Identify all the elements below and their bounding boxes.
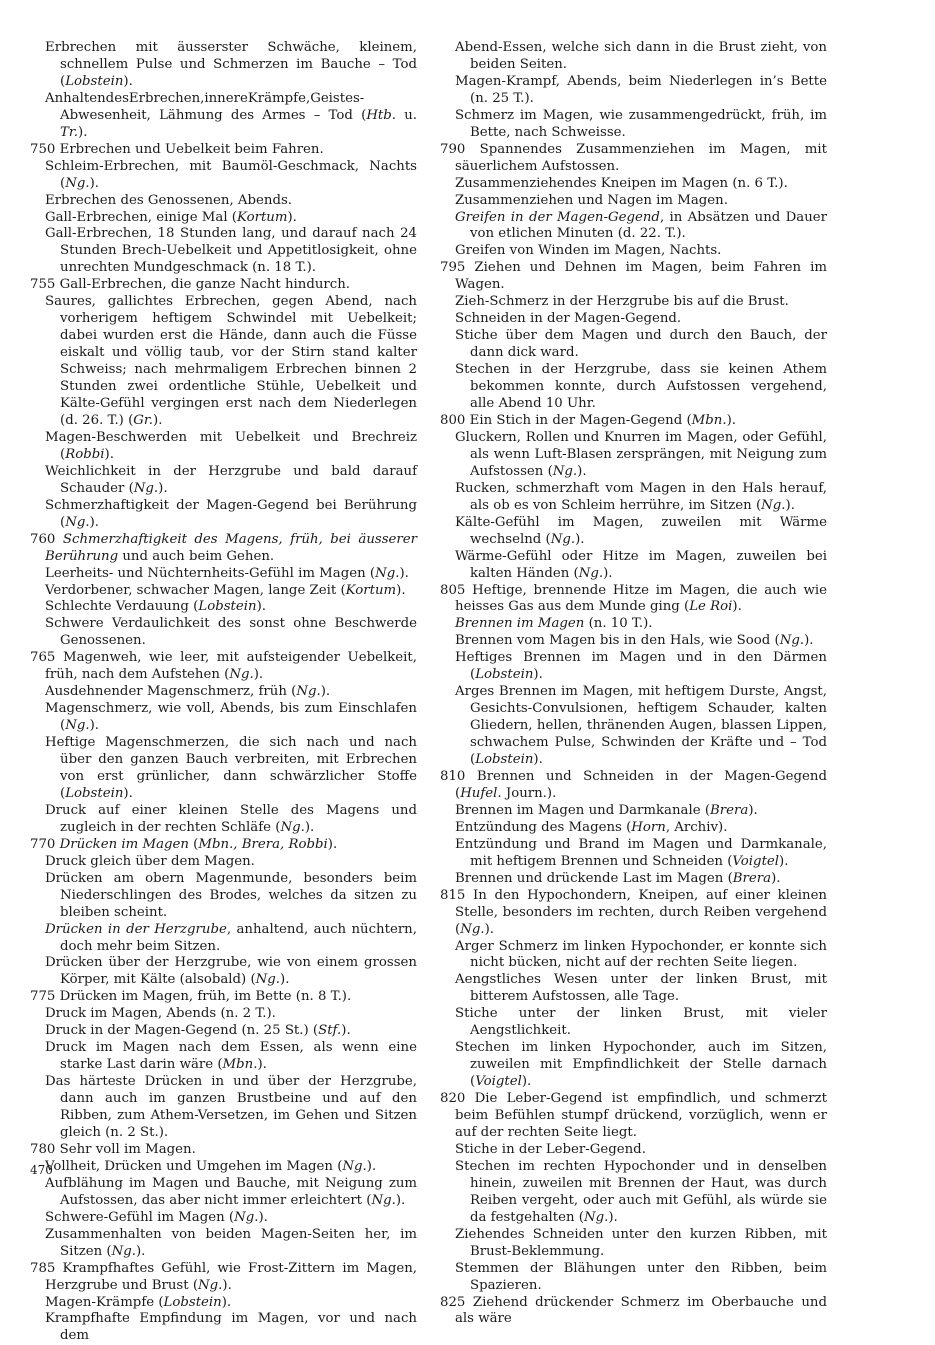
entry-number: 790 [440,141,466,157]
symptom-entry: Wärme-Gefühl oder Hitze im Magen, zuweilen bei kalten Händen (Ng.). [455,548,827,581]
symptom-entry: Saures, gallichtes Erbrechen, gegen Abend, nach vorherigem heftigem Schwindel mit Uebelkeit; dabei wurden erst die Hände, dann auch die Füsse eiskalt und völlig taub, vor der Stirn stand kalter Schweiss; nach mehrmaligem Erbrechen binnen 2 Stunden zwei ordentliche Stühle, Uebelkeit und Kälte-Gefühl vergingen erst nach dem Niederlegen (d. 26. T.) (Gr.). [45,294,417,428]
symptom-entry: Stechen im linken Hypochonder, auch im Sitzen, zuweilen mit Empfindlichkeit der Stelle darnach (Voigtel). [455,1040,827,1090]
symptom-entry: Kälte-Gefühl im Magen, zuweilen mit Wärme wechselnd (Ng.). [455,514,827,547]
symptom-entry: Schwere-Gefühl im Magen (Ng.). [45,1209,268,1225]
left-column [30,40,417,1345]
symptom-entry: Ausdehnender Magenschmerz, früh (Ng.). [45,684,331,700]
symptom-entry: 765 Magenweh, wie leer, mit aufsteigender Uebelkeit, früh, nach dem Aufstehen (Ng.). [30,650,417,683]
symptom-entry: Stechen in der Herzgrube, dass sie keinen Athem bekommen konnte, durch Aufstossen vergehend, alle Abend 10 Uhr. [455,362,827,412]
symptom-entry: Heftige Magenschmerzen, die sich nach und nach über den ganzen Bauch verbreiten, mit Erbrechen von erst grünlicher, dann schwärzlicher Stoffe (Lobstein). [45,735,417,801]
symptom-entry: Schlechte Verdauung (Lobstein). [45,599,266,615]
symptom-entry: Drücken in der Herzgrube, anhaltend, auch nüchtern, doch mehr beim Sitzen. [45,921,417,954]
symptom-entry: Heftiges Brennen im Magen und in den Därmen (Lobstein). [455,650,827,683]
symptom-entry: Zusammenhalten von beiden Magen-Seiten her, im Sitzen (Ng.). [45,1226,417,1259]
symptom-entry: 815 In den Hypochondern, Kneipen, auf einer kleinen Stelle, besonders im rechten, durch Reiben vergehend (Ng.). [440,887,827,937]
symptom-entry: Leerheits- und Nüchternheits-Gefühl im Magen (Ng.). [45,565,409,581]
symptom-entry: 785 Krampfhaftes Gefühl, wie Frost-Zittern im Magen, Herzgrube und Brust (Ng.). [30,1260,417,1293]
symptom-entry: Das härteste Drücken in und über der Herzgrube, dann auch im ganzen Brustbeine und auf den Ribben, zum Athem-Versetzen, im Gehen und Sitzen gleich (n. 2 St.). [45,1074,417,1140]
symptom-entry: Schmerz im Magen, wie zusammengedrückt, früh, im Bette, nach Schweisse. [455,107,827,140]
symptom-entry: Stemmen der Blähungen unter den Ribben, beim Spazieren. [455,1260,827,1293]
entry-number: 795 [440,260,466,276]
symptom-entry: Erbrechen mit äusserster Schwäche, kleinem, schnellem Pulse und Schmerzen im Bauche – Tod (Lobstein). [45,40,417,89]
symptom-entry: 825 Ziehend drückender Schmerz im Oberbauche und als wäre [440,1294,827,1327]
entry-number: 760 [30,531,56,547]
symptom-entry: Aufblähung im Magen und Bauche, mit Neigung zum Aufstossen, das aber nicht immer erleichtert (Ng.). [45,1175,417,1208]
symptom-entry: Verdorbener, schwacher Magen, lange Zeit (Kortum). [45,582,406,598]
entry-number: 820 [440,1091,466,1107]
symptom-entry: Druck im Magen nach dem Essen, als wenn eine starke Last darin wäre (Mbn.). [45,1040,417,1073]
symptom-entry: 795 Ziehen und Dehnen im Magen, beim Fahren im Wagen. [440,260,827,293]
symptom-entry: Schwere Verdaulichkeit des sonst ohne Beschwerde Genossenen. [45,616,417,649]
symptom-entry: Drücken über der Herzgrube, wie von einem grossen Körper, mit Kälte (alsobald) (Ng.). [45,955,417,988]
symptom-entry: 805 Heftige, brennende Hitze im Magen, die auch wie heisses Gas aus dem Munde ging (Le Roi). [440,582,827,615]
symptom-entry: Druck gleich über dem Magen. [45,853,255,869]
entry-number: 770 [30,836,56,852]
symptom-entry: 770 Drücken im Magen (Mbn., Brera, Robbi). [30,836,338,852]
symptom-entry: Gall-Erbrechen, einige Mal (Kortum). [45,209,297,225]
entry-number: 800 [440,412,466,428]
symptom-entry: Zusammenziehendes Kneipen im Magen (n. 6 T.). [455,175,788,191]
symptom-entry: Vollheit, Drücken und Umgehen im Magen (Ng.). [45,1158,377,1174]
symptom-entry: Brennen vom Magen bis in den Hals, wie Sood (Ng.). [455,633,814,649]
symptom-entry: Krampfhafte Empfindung im Magen, vor und nach dem [45,1311,417,1344]
symptom-entry: Druck auf einer kleinen Stelle des Magens und zugleich in der rechten Schläfe (Ng.). [45,802,417,835]
right-column [440,40,827,1328]
symptom-entry: Schleim-Erbrechen, mit Baumöl-Geschmack, Nachts (Ng.). [45,158,417,191]
symptom-entry: Arges Brennen im Magen, mit heftigem Durste, Angst, Gesichts-Convulsionen, heftigem Schauder, kalten Gliedern, hellen, thränenden Augen, blassen Lippen, schwachem Pulse, Schwinden der Kräfte und – Tod (Lobstein). [455,684,827,768]
entry-number: 825 [440,1294,466,1310]
entry-number: 785 [30,1260,56,1276]
symptom-entry: Greifen in der Magen-Gegend, in Absätzen und Dauer von etlichen Minuten (d. 22. T.). [455,209,827,242]
symptom-entry: Stiche in der Leber-Gegend. [455,1141,646,1157]
symptom-entry: Gall-Erbrechen, 18 Stunden lang, und darauf nach 24 Stunden Brech-Uebelkeit und Appetitlosigkeit, ohne unrechten Mundgeschmack (n. 18 T.). [45,226,417,276]
symptom-entry: Rucken, schmerzhaft vom Magen in den Hals herauf, als ob es von Schleim herrühre, im Sitzen (Ng.). [455,480,827,513]
symptom-entry: Aengstliches Wesen unter der linken Brust, mit bitterem Aufstossen, alle Tage. [455,972,827,1005]
symptom-entry: Abend-Essen, welche sich dann in die Brust zieht, von beiden Seiten. [455,40,827,72]
symptom-entry: Greifen von Winden im Magen, Nachts. [455,243,722,259]
entry-number: 805 [440,582,466,598]
symptom-entry: 755 Gall-Erbrechen, die ganze Nacht hindurch. [30,277,351,293]
symptom-entry: 750 Erbrechen und Uebelkeit beim Fahren. [30,141,324,157]
symptom-entry: Entzündung des Magens (Horn, Archiv). [455,819,728,835]
entry-number: 755 [30,277,56,293]
symptom-entry: 775 Drücken im Magen, früh, im Bette (n. 8 T.). [30,989,352,1005]
symptom-entry: 800 Ein Stich in der Magen-Gegend (Mbn.). [440,412,737,428]
symptom-entry: Schneiden in der Magen-Gegend. [455,311,682,327]
symptom-entry: Schmerzhaftigkeit der Magen-Gegend bei Berührung (Ng.). [45,497,417,530]
symptom-entry: Zusammenziehen und Nagen im Magen. [455,192,728,208]
symptom-entry: 810 Brennen und Schneiden in der Magen-Gegend (Hufel. Journ.). [440,768,827,801]
symptom-entry: 820 Die Leber-Gegend ist empfindlich, und schmerzt beim Befühlen stumpf drückend, vorzüglich, wenn er auf der rechten Seite liegt. [440,1091,827,1140]
symptom-entry: Druck im Magen, Abends (n. 2 T.). [45,1006,276,1022]
symptom-entry: Brennen und drückende Last im Magen (Brera). [455,870,781,886]
symptom-entry: Magen-Krämpfe (Lobstein). [45,1294,232,1310]
page-number: 470 [30,1163,53,1177]
symptom-entry: 780 Sehr voll im Magen. [30,1141,196,1157]
symptom-entry: Stechen im rechten Hypochonder und in denselben hinein, zuweilen mit Brennen der Haut, was durch Reiben vergeht, oder auch mit Gefühl, als würde sie da festgehalten (Ng.). [455,1158,827,1225]
symptom-entry: Brennen im Magen (n. 10 T.). [455,616,653,632]
symptom-entry: 760 Schmerzhaftigkeit des Magens, früh, bei äusserer Berührung und auch beim Gehen. [30,531,418,564]
symptom-entry: Zieh-Schmerz in der Herzgrube bis auf die Brust. [455,294,789,310]
symptom-entry: AnhaltendesErbrechen,innereKrämpfe,Geistes-Abwesenheit, Lähmung des Armes – Tod (Htb. u. Tr.). [45,90,417,140]
symptom-entry: Magen-Beschwerden mit Uebelkeit und Brechreiz (Robbi). [45,429,417,462]
entry-number: 775 [30,989,56,1005]
entry-number: 810 [440,768,466,784]
symptom-entry: Brennen im Magen und Darmkanale (Brera). [455,802,758,818]
symptom-entry: Magenschmerz, wie voll, Abends, bis zum Einschlafen (Ng.). [45,701,417,734]
symptom-entry: Ziehendes Schneiden unter den kurzen Ribben, mit Brust-Beklemmung. [455,1226,827,1259]
symptom-entry: Magen-Krampf, Abends, beim Niederlegen in’s Bette (n. 25 T.). [455,73,827,106]
symptom-entry: Weichlichkeit in der Herzgrube und bald darauf Schauder (Ng.). [45,463,417,496]
symptom-entry: 790 Spannendes Zusammenziehen im Magen, mit säuerlichem Aufstossen. [440,141,827,174]
entry-number: 750 [30,141,56,157]
symptom-entry: Stiche unter der linken Brust, mit vieler Aengstlichkeit. [455,1006,827,1039]
symptom-entry: Drücken am obern Magenmunde, besonders beim Niederschlingen des Brodes, welches da sitzen zu bleiben scheint. [45,870,417,920]
symptom-entry: Druck in der Magen-Gegend (n. 25 St.) (Stf.). [45,1023,351,1039]
entry-number: 765 [30,650,56,666]
symptom-entry: Arger Schmerz im linken Hypochonder, er konnte sich nicht bücken, nicht auf der rechten Seite liegen. [455,938,827,971]
symptom-entry: Gluckern, Rollen und Knurren im Magen, oder Gefühl, als wenn Luft-Blasen zersprängen, mit Neigung zum Aufstossen (Ng.). [455,429,827,479]
symptom-entry: Erbrechen des Genossenen, Abends. [45,192,293,208]
entry-number: 815 [440,887,466,903]
symptom-entry: Entzündung und Brand im Magen und Darmkanale, mit heftigem Brennen und Schneiden (Voigtel). [455,836,827,869]
entry-number: 780 [30,1141,56,1157]
symptom-entry: Stiche über dem Magen und durch den Bauch, der dann dick ward. [455,328,827,361]
